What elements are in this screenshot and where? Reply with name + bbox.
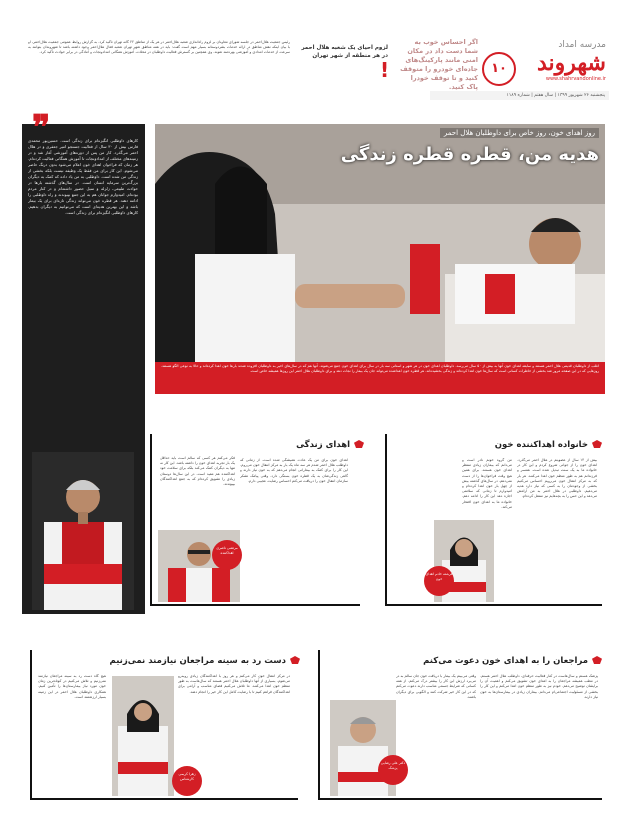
sidebar-portrait [32,452,134,610]
hero-photo [155,124,605,362]
page-header [0,0,630,105]
date-bar: پنجشنبه ۲۶ شهریور ۱۳۹۹ | سال هفتم | شماره ۱۱۸۹ [430,91,609,100]
section-title-3: مراجعان را به اهدای خون دعوت می‌کنم [423,656,588,666]
page-number: ۱۰ [482,52,516,86]
logo-title: شهروند [536,50,606,76]
header-lead-text: رئیس جمعیت هلال‌احمر در جلسه شورای معاونان بر لزوم راه‌اندازی شعبه هلال‌احمر در هر یک از مناطق ۲۲ گانه تهران تأکید کرد. به گزارش روابط عمومی جمعیت هلال‌احمر، او با بیان اینکه نقش مناطق در ارائه خدمات بشردوستانه بسیار مهم است گفت: باید در همه مناطق شهر تهران شعبه فعال هلال‌احمر وجود داشته باشد تا شهروندان بتوانند به سرعت از خدمات امدادی و آموزشی بهره‌مند شوند. وی همچنین بر گسترش فعالیت داوطلبان در محلات، آموزش همگانی امدادونجات و آمادگی در برابر حوادث تأکید کرد. [28,40,290,55]
section-text-4a: در مرکز انتقال خون کار می‌کنم و هر روز با اهداکنندگان زیادی روبه‌رو می‌شوم. بسیاری از آنها داوطلبان هلال احمر هستند که سال‌هاست به طور منظم خون اهدا می‌کنند. ما تلاش می‌کنیم فضای مناسب و آرامی برای اهداکنندگان فراهم کنیم تا با رضایت کامل این کار خیر را انجام دهند. [178,674,290,694]
hero-caption-text: اغلب از داوطلبان قدیمی هلال احمر هستند و سابقه اهدای خون آنها به بیش از ۵۰ سال می‌رسد. داوطلبان اهدای خون در هر شهر و استانی سه بار در سال برای اهدای خون جمع می‌شوند. آنها هم که در سال‌های اخیر به داوطلبان افزوده شدند بارها خون اهدا کرده‌اند و حالا به نوعی الگو هستند. روزهایی که در این صفحه مرور شد بخشی از خاطرات کسانی است که سال‌ها خون اهدا کرده‌اند و زندگی بخشیده‌اند. هر قطره خون اهداشده می‌تواند جان یک بیمار را نجات دهد و برای داوطلبان هلال احمر این روزها همیشه خاص است. [161,364,599,373]
section-title-2: اهدای زندگی [296,440,350,450]
header-headline: لزوم احیای یک شعبه هلال احمر در هر منطقه از شهر تهران [301,45,388,59]
section-title-1: خانواده اهداکننده خون [494,440,588,450]
name-badge-4: زهرا کریمی کارشناس [172,766,202,796]
section-photo-4 [112,676,174,796]
name-badge-1: فرشته خادم اهدای خون [424,566,454,596]
section-text-3a: پزشک هستم و سال‌هاست در کنار فعالیت حرفه‌ای، داوطلب هلال احمر هستم. در مطب همیشه مراجعان را به اهدای خون تشویق می‌کنم و اهمیت آن را برایشان توضیح می‌دهم. خودم نیز به طور منظم خون اهدا می‌کنم و این کار را بخشی از مسئولیت اجتماعی‌ام می‌دانم. بیماران زیادی در بیمارستان‌ها به خون نیاز دارند. [480,674,598,699]
name-badge-2: مرتضی ناصری اهداکننده [212,540,242,570]
section-text-2a: اهدای خون برای من یک عادت همیشگی شده است. از زمانی که داوطلب هلال احمر شدم هر سه ماه یک بار به مرکز انتقال خون می‌روم. این کار را برای کمک به بیمارانی انجام می‌دهم که به خون نیاز دارند و گاهی زندگی‌شان به یک قطره خون بستگی دارد. وقتی پیامک تشکر سازمان انتقال خون را دریافت می‌کنم احساس رضایت عجیبی دارم. [240,458,348,483]
section-text-1a: بیش از ۱۴ سال از عضویتم در هلال احمر می‌گذرد. اهدای خون را از جوانی شروع کردم و این کار در خانواده ما به یک سنت تبدیل شده است. همسر و فرزندانم هم به طور منظم خون اهدا می‌کنند. هر بار که به مرکز انتقال خون می‌رویم احساس می‌کنیم بخشی از وجودمان را به کسی که نیاز دارد هدیه می‌دهیم. داوطلبی در هلال احمر به من آرامش می‌دهد و این حس را به بچه‌هایم نیز منتقل کرده‌ام. [517,458,597,499]
portrait-illustration [32,452,134,610]
sidebar-text: کارهای داوطلبی انگیزه‌ام برای زندگی است. حسین‌پور محمدی فارس بیش از ۳۰ سال از فعالیت جستجو امیر جعفری و در هلال احمر می‌گذرد. کار من پس از دوره‌های آموزشی آغاز شد و در زمینه‌های مختلف از امدادونجات تا آموزش همگانی فعالیت کرده‌ام. هر زمان که فراخوان اهدای خون اعلام می‌شود بدون درنگ حاضر می‌شوم. این کار برای من فقط یک وظیفه نیست بلکه بخشی از زندگی من شده است. داوطلبی به من یاد داده که کمک به دیگران بزرگ‌ترین سرمایه انسان است. در سال‌های گذشته بارها در حوادث طبیعی، زلزله و سیل حضور داشته‌ام و در کنار مردم بوده‌ام. امیدوارم جوانان هم به این جمع بپیوندند و راه داوطلبی را ادامه دهند. هر قطره خون می‌تواند زندگی تازه‌ای برای یک بیمار باشد و این بهترین هدیه‌ای است که می‌توانیم به دیگران بدهیم. کارهای داوطلبی انگیزه‌ام برای زندگی است. [28,138,138,215]
hero-title: هدیه من، قطره قطره زندگی [340,144,599,165]
quote-mark-icon: ❞ [32,108,51,148]
person-illustration [112,676,174,796]
hero-kicker: روز اهدای خون، روز خاص برای داوطلبان هلال احمر [440,128,599,138]
section-text-1b: من گروه خونم نادر است و می‌دانم که بیماران زیادی منتظر اهدای خون هستند. برای همین هیچ وقت فراخوان‌ها را از دست نمی‌دهم. در سال‌های گذشته بیش از چهل بار خون اهدا کرده‌ام و امیدوارم تا زمانی که سلامتی اجازه دهد این کار را ادامه دهم. خانواده ما به اهدای خون افتخار می‌کند. [462,458,512,509]
header-quote: اگر احساس خوب به شما دست داد در مکان امنی مانند پارکینگ‌های جاده‌ای خودرو را متوقف کنید و تا توقف خودرا پاک کنید. [400,38,478,91]
section-title-4: دست رد به سینه مراجعان نیازمند نمی‌زنیم [109,656,286,666]
section-text-4b: هیچ گاه دست رد به سینه مراجعان نیازمند نمی‌زنیم و تلاش می‌کنیم در کوتاه‌ترین زمان خون مورد نیاز بیمارستان‌ها را تأمین کنیم. همکاری داوطلبان هلال احمر در این زمینه بسیار ارزشمند است. [38,674,106,699]
exclamation-icon: ! [380,58,390,82]
masthead-logo [522,40,606,90]
section-text-2b: فکر می‌کنم هر کسی که سالم است باید حداقل یک بار تجربه اهدای خون را داشته باشد. این کار نه تنها به دیگران کمک می‌کند بلکه برای سلامت خود اهداکننده هم مفید است. در این سال‌ها دوستان زیادی را تشویق کرده‌ام که به جمع اهداکنندگان بپیوندند. [160,456,235,487]
logo-url: www.shahrvandonline.ir [545,76,606,82]
section-text-3b: وقتی می‌بینم یک بیمار با دریافت خون جان سالم به در می‌برد ارزش این کار را بیشتر درک می‌کنم. از همه کسانی که شرایط جسمی مناسب دارند دعوت می‌کنم که در این کار خیر شرکت کنند و الگویی برای دیگران باشند. [396,674,476,699]
name-badge-3: دکتر علی رضایی پزشک [378,755,408,785]
hero-caption-box [155,362,605,394]
logo-subtitle: مدرسه امداد [558,40,606,50]
sidebar-column [22,124,145,614]
